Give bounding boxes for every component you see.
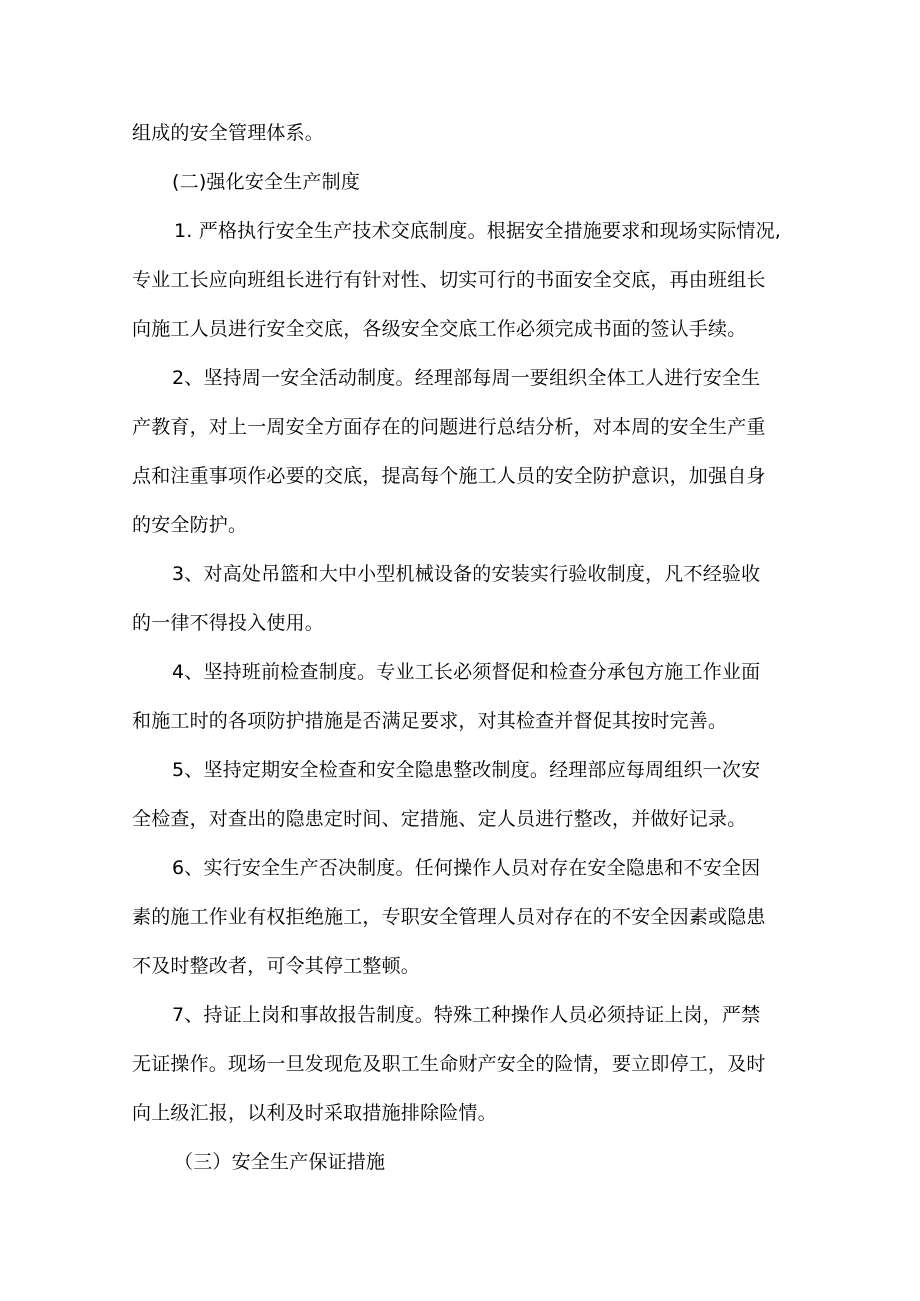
text-line-1: 组成的安全管理体系。 [132,122,325,144]
text-line-20: 无证操作。现场一旦发现危及职工生命财产安全的险情，要立即停工，及时 [132,1053,766,1075]
text-line-3: 1. 严格执行安全生产技术交底制度。根据安全措施要求和现场实际情况, [174,220,782,242]
text-line-4: 专业工长应向班组长进行有针对性、切实可行的书面安全交底，再由班组长 [132,269,766,291]
text-line-6: 2、坚持周一安全活动制度。经理部每周一要组织全体工人进行安全生 [172,367,761,389]
text-line-21: 向上级汇报，以利及时采取措施排除险情。 [132,1102,497,1124]
text-line-15: 全检查，对查出的隐患定时间、定措施、定人员进行整改，并做好记录。 [132,808,747,830]
section-heading-3: （三）安全生产保证措施 [174,1151,386,1173]
text-line-12: 4、坚持班前检查制度。专业工长必须督促和检查分承包方施工作业面 [172,661,761,683]
text-line-7: 产教育，对上一周安全方面存在的问题进行总结分析，对本周的安全生产重 [132,416,766,438]
text-line-10: 3、对高处吊篮和大中小型机械设备的安装实行验收制度，凡不经验收 [172,563,761,585]
text-line-17: 素的施工作业有权拒绝施工，专职安全管理人员对存在的不安全因素或隐患 [132,906,766,928]
text-line-9: 的安全防护。 [132,514,248,536]
section-heading-2: (二)强化安全生产制度 [172,171,361,193]
text-line-16: 6、实行安全生产否决制度。任何操作人员对存在安全隐患和不安全因 [172,857,761,879]
text-line-5: 向施工人员进行安全交底，各级安全交底工作必须完成书面的签认手续。 [132,318,747,340]
text-line-11: 的一律不得投入使用。 [132,612,325,634]
text-line-14: 5、坚持定期安全检查和安全隐患整改制度。经理部应每周组织一次安 [172,759,761,781]
text-line-18: 不及时整改者，可令其停工整顿。 [132,955,421,977]
text-line-19: 7、持证上岗和事故报告制度。特殊工种操作人员必须持证上岗，严禁 [172,1004,761,1026]
text-line-13: 和施工时的各项防护措施是否满足要求，对其检查并督促其按时完善。 [132,710,728,732]
text-line-8: 点和注重事项作必要的交底，提高每个施工人员的安全防护意识，加强自身 [132,465,766,487]
